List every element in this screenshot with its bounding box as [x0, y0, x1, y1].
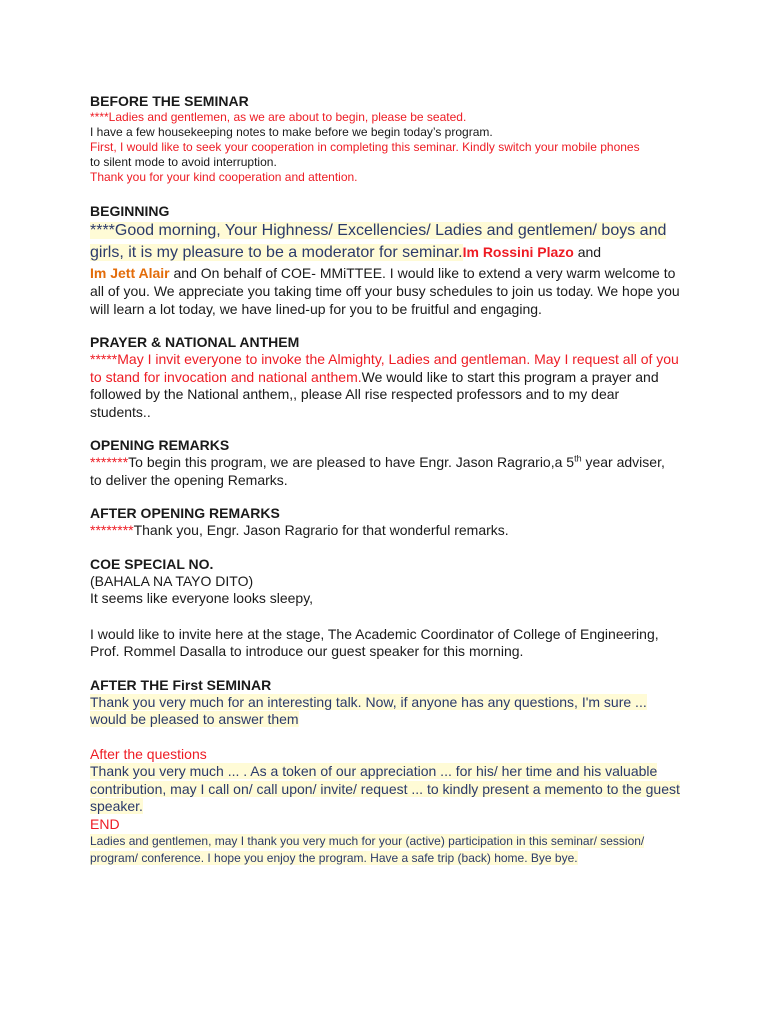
- beginning-welcome: and On behalf of COE- MMiTTEE. I would like to extend a very warm welcome to all of you. We appreciate you taking time off your busy schedules to join us today. We hope you will learn a lot today, we have lined-up for you to be fruitful and engaging.: [90, 265, 680, 317]
- beginning-greeting: ****Good morning, Your Highness/ Excellencies/ Ladies and gentlemen/ boys and girls, it is my pleasure to be a moderator for seminar.: [90, 222, 667, 261]
- moderator-name-2: Im Jett Alair: [90, 265, 170, 281]
- opening-text-2: year adviser, to deliver the opening Remarks.: [90, 454, 665, 488]
- document-content: [90, 93, 680, 867]
- opening-stars: *******: [90, 454, 129, 470]
- before-line-3: First, I would like to seek your cooperation in completing this seminar. Kindly switch your mobile phones: [90, 140, 640, 154]
- heading-after-first-seminar: AFTER THE First SEMINAR: [90, 676, 272, 693]
- moderator-name-1: Im Rossini Plazo: [462, 244, 574, 260]
- special-invite-paragraph: I would like to invite here at the stage, The Academic Coordinator of College of Engineering, Prof. Rommel Dasalla to introduce our guest speaker for this morning.: [90, 625, 659, 659]
- after-opening-stars: ********: [90, 522, 134, 538]
- heading-prayer: PRAYER & NATIONAL ANTHEM: [90, 334, 300, 350]
- heading-before-seminar: BEFORE THE SEMINAR: [90, 93, 249, 109]
- closing-paragraph: [90, 833, 680, 867]
- closing-text: Ladies and gentlemen, may I thank you very much for your (active) participation in this seminar/ session/ program/ conference. I hope you enjoy the program. Have a safe trip (back) home. Bye bye.: [90, 834, 645, 865]
- token-appreciation-text: Thank you very much ... . As a token of our appreciation ... for his/ her time and his valuable contribution, may I call on/ call upon/ invite/ request ... to kindly present a memento to the guest speaker.: [90, 763, 680, 814]
- thanks-talk-text: Thank you very much for an interesting talk. Now, if anyone has any questions, I'm sure ... would be pleased to answer them: [90, 693, 647, 727]
- end-label: END: [90, 815, 120, 832]
- prayer-invitation: *****May I invit everyone to invoke the Almighty, Ladies and gentleman. May I request all of you to stand for invocation and national anthem.: [90, 351, 679, 385]
- heading-beginning: BEGINNING: [90, 203, 170, 219]
- and-text: and: [573, 244, 602, 260]
- after-opening-text: Thank you, Engr. Jason Ragrario for that wonderful remarks.: [133, 522, 509, 538]
- heading-after-opening: AFTER OPENING REMARKS: [90, 505, 280, 521]
- before-line-5: Thank you for your kind cooperation and attention.: [90, 170, 358, 184]
- beginning-paragraph: [90, 220, 680, 318]
- heading-opening-remarks: OPENING REMARKS: [90, 437, 230, 453]
- prayer-instruction: We would like to start this program a prayer and followed by the National anthem,, please All rise respected professors and to my dear students..: [90, 368, 659, 420]
- opening-paragraph: [90, 454, 680, 489]
- after-questions-label: After the questions: [90, 745, 207, 762]
- before-line-1: ****Ladies and gentlemen, as we are about to begin, please be seated.: [90, 110, 467, 124]
- special-line-2: It seems like everyone looks sleepy,: [90, 590, 314, 606]
- ordinal-suffix: th: [574, 453, 582, 464]
- after-opening-paragraph: [90, 522, 680, 540]
- after-first-paragraph-2: [90, 763, 680, 816]
- opening-text-1: To begin this program, we are pleased to have Engr. Jason Ragrario,a 5: [128, 454, 575, 470]
- heading-coe-special: COE SPECIAL NO.: [90, 555, 214, 572]
- special-line-1: (BAHALA NA TAYO DITO): [90, 572, 254, 589]
- before-line-2: I have a few housekeeping notes to make before we begin today’s program.: [90, 125, 493, 139]
- before-line-4: to silent mode to avoid interruption.: [90, 155, 277, 169]
- after-first-paragraph-1: [90, 694, 680, 729]
- prayer-paragraph: [90, 351, 680, 421]
